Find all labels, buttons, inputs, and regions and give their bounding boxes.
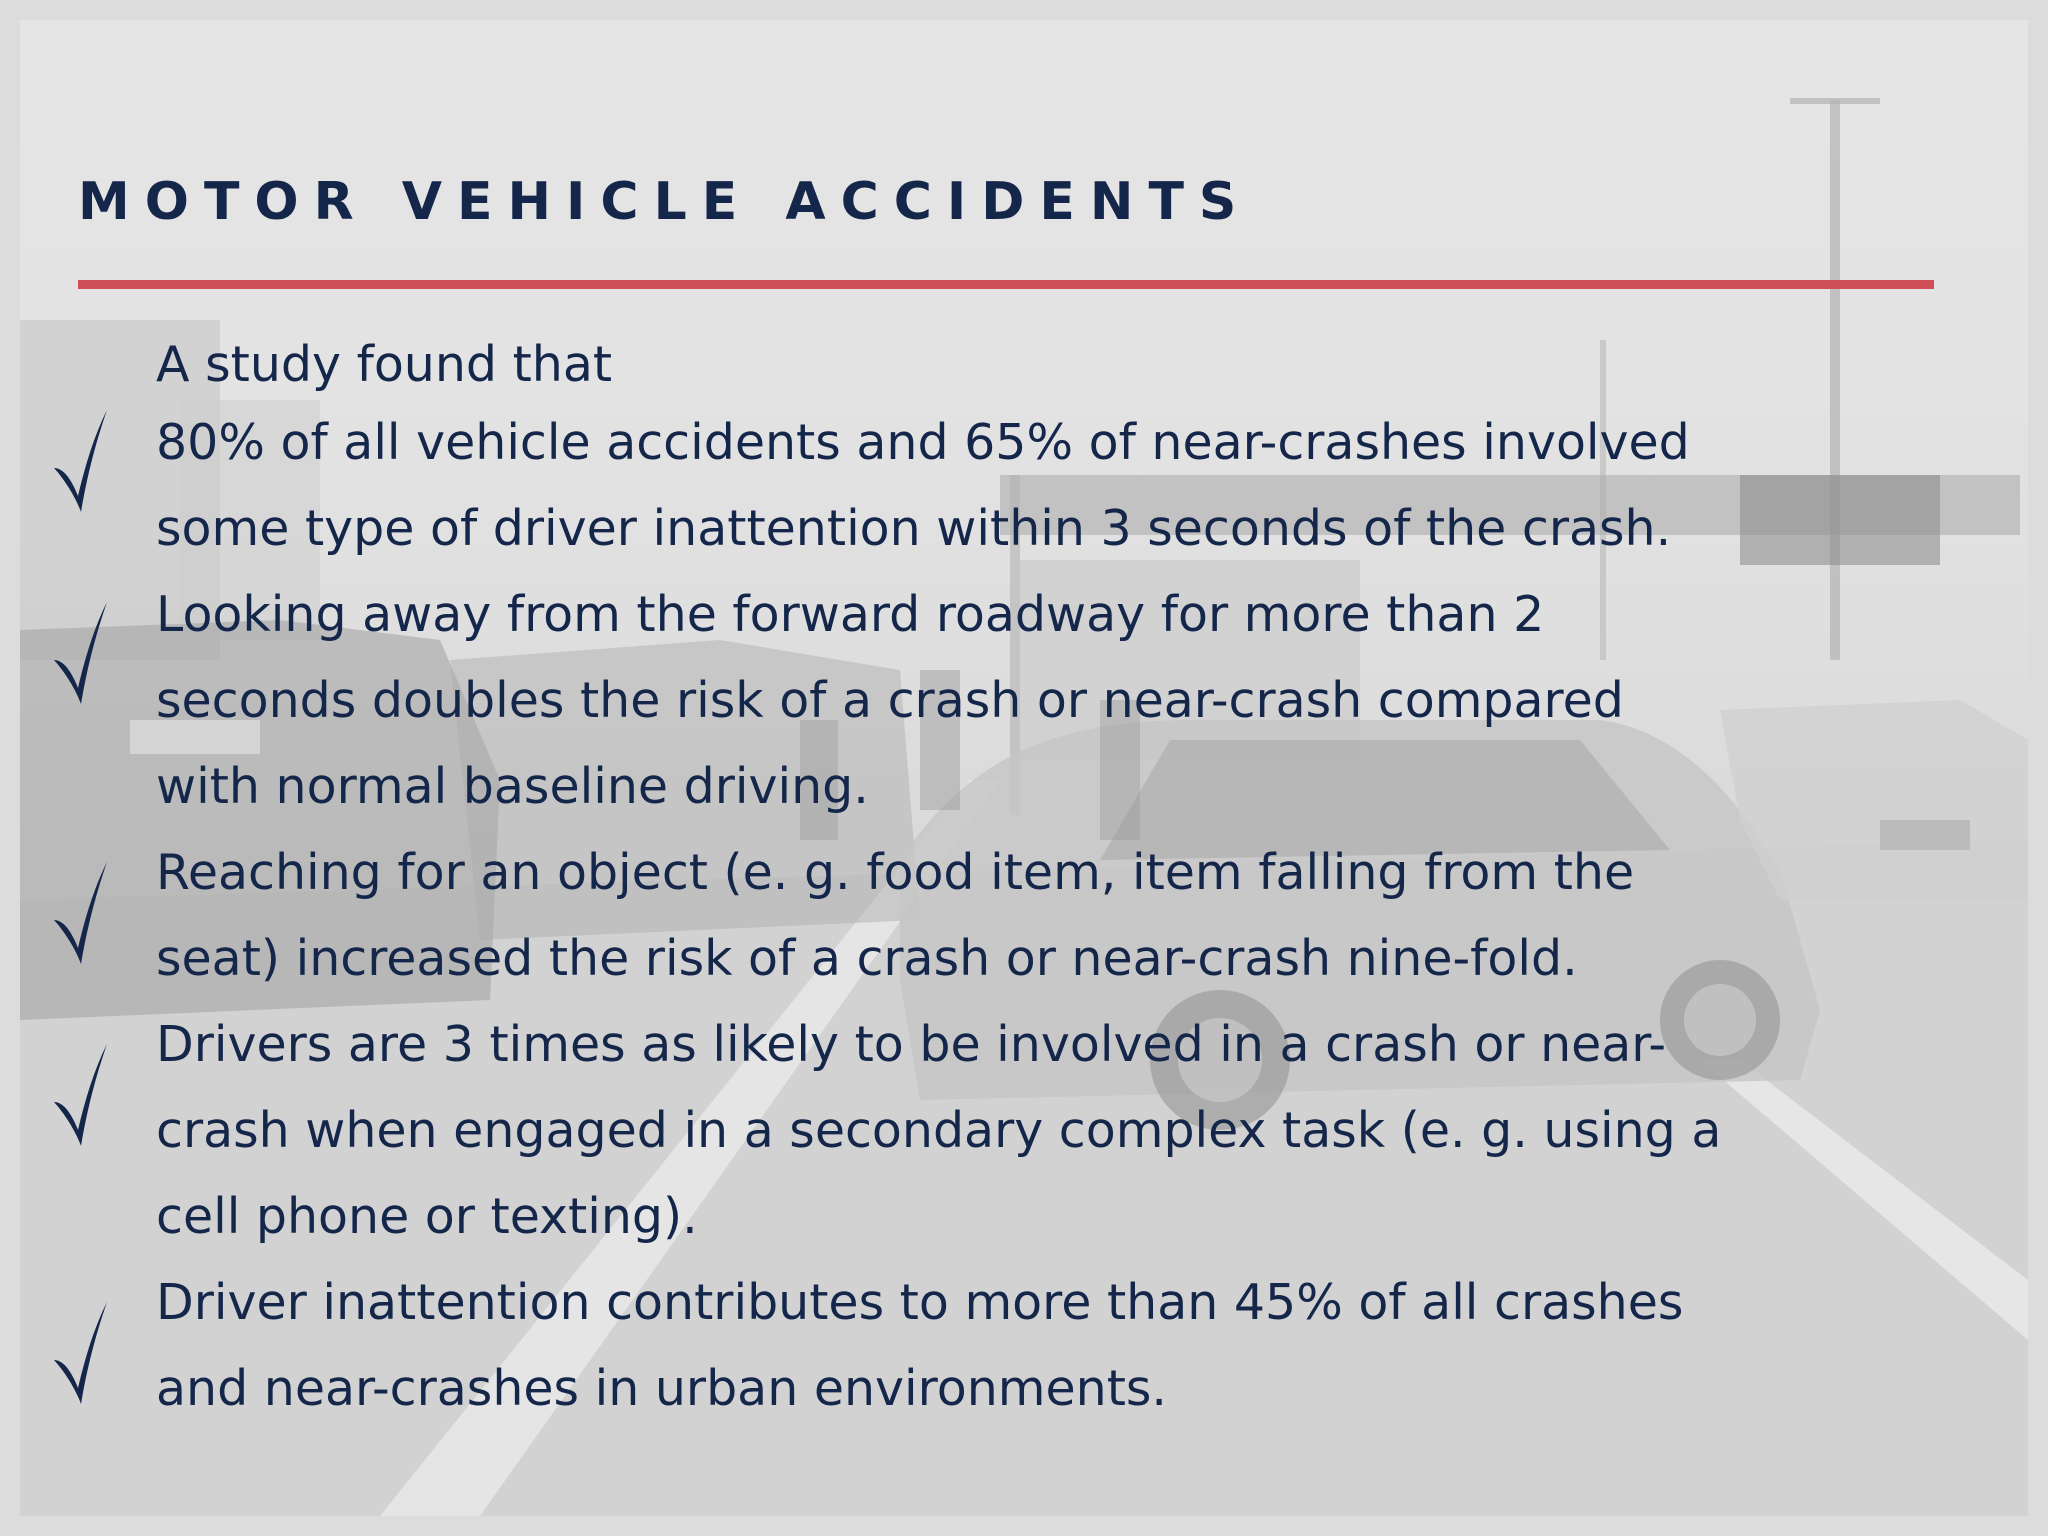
bullet-2-line-1: Looking away from the forward roadway for more than 2	[156, 586, 1545, 643]
checkmark-icon	[52, 858, 108, 966]
checkmark-icon	[52, 1040, 108, 1148]
bullet-2-line-2: seconds doubles the risk of a crash or near-crash compared	[156, 672, 1624, 729]
slide-title: MOTOR VEHICLE ACCIDENTS	[78, 172, 1252, 232]
bullet-2-line-3: with normal baseline driving.	[156, 758, 869, 815]
checkmark-icon	[52, 598, 108, 706]
bullet-4-line-1: Drivers are 3 times as likely to be involved in a crash or near-	[156, 1016, 1667, 1073]
checkmark-icon	[52, 1298, 108, 1406]
intro-text: A study found that	[156, 336, 613, 393]
bullet-1-line-1: 80% of all vehicle accidents and 65% of near-crashes involved	[156, 414, 1690, 471]
bullet-5-line-2: and near-crashes in urban environments.	[156, 1360, 1168, 1417]
bullet-1-line-2: some type of driver inattention within 3 seconds of the crash.	[156, 500, 1672, 557]
bullet-4-line-3: cell phone or texting).	[156, 1188, 698, 1245]
bullet-3-line-1: Reaching for an object (e. g. food item, item falling from the	[156, 844, 1635, 901]
checkmark-icon	[52, 406, 108, 514]
bullet-4-line-2: crash when engaged in a secondary complex task (e. g. using a	[156, 1102, 1722, 1159]
bullet-5-line-1: Driver inattention contributes to more than 45% of all crashes	[156, 1274, 1684, 1331]
bullet-3-line-2: seat) increased the risk of a crash or near-crash nine-fold.	[156, 930, 1578, 987]
title-underline	[78, 280, 1934, 289]
